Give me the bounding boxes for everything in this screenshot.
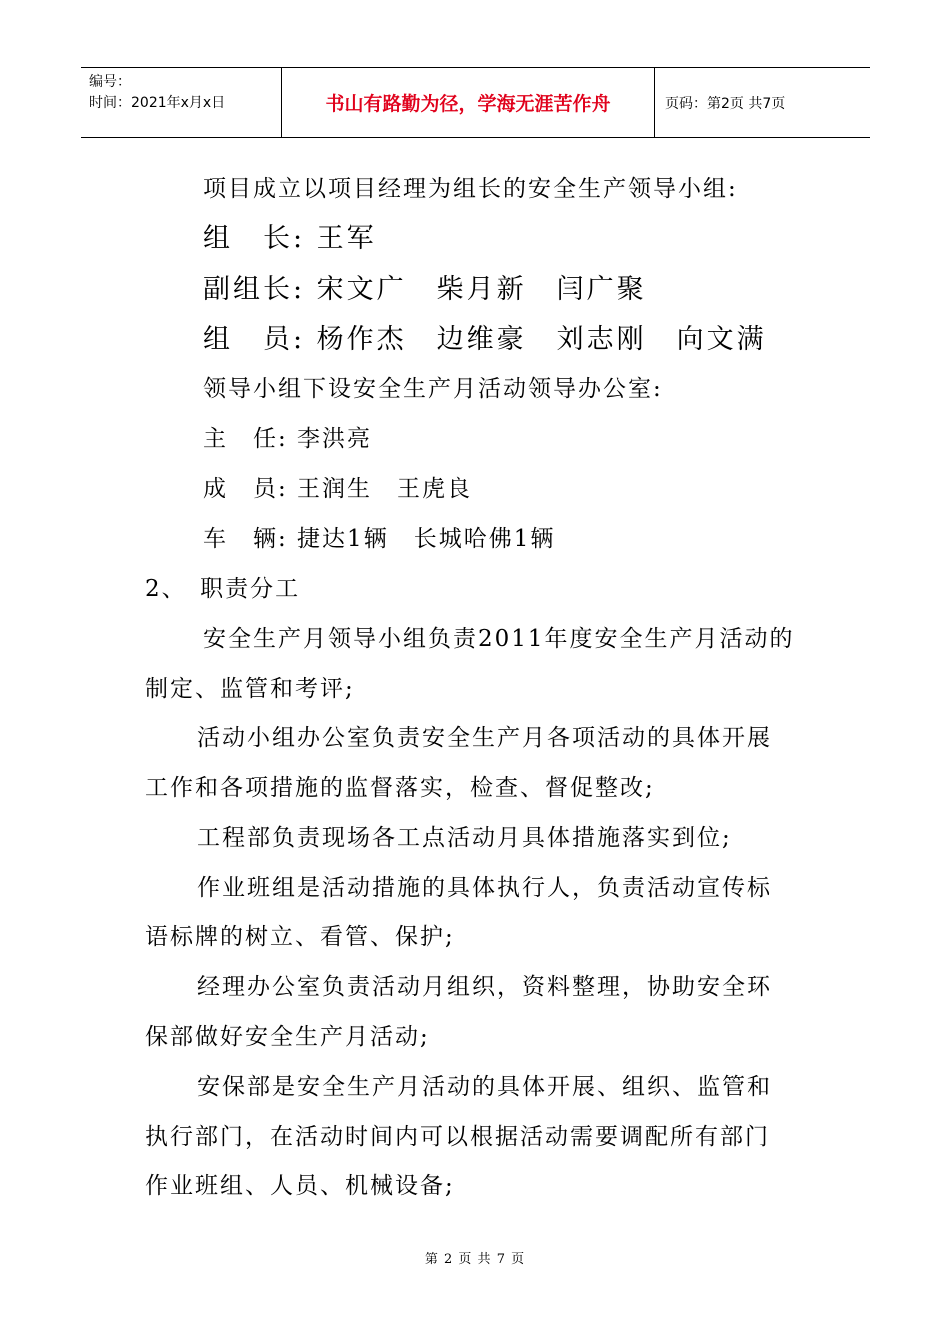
body-line: 副组长: 宋文广 柴月新 闫广聚 [203,274,647,305]
body-line: 执行部门，在活动时间内可以根据活动需要调配所有部门 [145,1124,770,1150]
body-line: 项目成立以项目经理为组长的安全生产领导小组: [203,176,738,202]
body-line: 工程部负责现场各工点活动月具体措施落实到位; [197,825,732,851]
body-line: 安保部是安全生产月活动的具体开展、组织、监管和 [197,1074,772,1100]
header-page-info: 页码：第2页 共7页 [665,95,786,112]
date-line: 时间：2021年x月x日 [89,95,226,111]
page-footer: 第 2 页 共 7 页 [424,1252,526,1267]
document-header [81,67,870,138]
header-meta [81,68,282,137]
body-line: 作业班组是活动措施的具体执行人，负责活动宣传标 [197,875,772,901]
header-motto: 书山有路勤为径，学海无涯苦作舟 [282,68,655,137]
body-line: 车 辆: 捷达1辆 长城哈佛1辆 [203,526,556,552]
body-line: 成 员: 王润生 王虎良 [203,476,473,502]
body-line: 作业班组、人员、机械设备; [145,1173,455,1199]
body-line: 制定、监管和考评; [145,676,355,702]
number-label: 编号： [89,74,131,90]
body-line: 工作和各项措施的监督落实，检查、督促整改; [145,775,655,801]
section-heading: 2、 职责分工 [145,576,301,602]
body-line: 安全生产月领导小组负责2011年度安全生产月活动的 [203,626,795,652]
body-line: 组 长: 王军 [203,223,377,254]
body-line: 保部做好安全生产月活动; [145,1024,430,1050]
body-line: 语标牌的树立、看管、保护; [145,924,455,950]
body-line: 组 员: 杨作杰 边维豪 刘志刚 向文满 [203,324,767,355]
body-line: 主 任: 李洪亮 [203,426,373,452]
body-line: 活动小组办公室负责安全生产月各项活动的具体开展 [197,725,772,751]
body-line: 领导小组下设安全生产月活动领导办公室: [203,376,663,402]
body-line: 经理办公室负责活动月组织，资料整理，协助安全环 [197,974,772,1000]
